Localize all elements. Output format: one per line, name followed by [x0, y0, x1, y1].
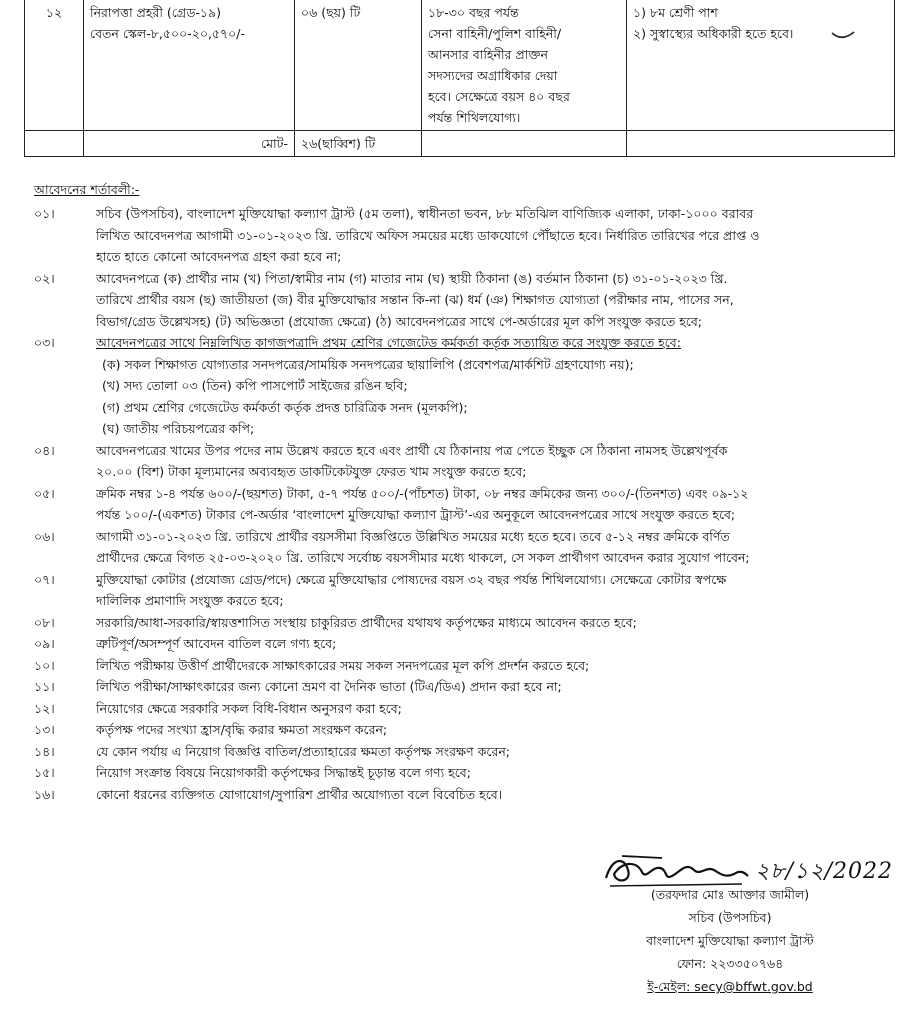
list-item — [34, 698, 864, 720]
age-line: হবে। সেক্ষেত্রে বয়স ৪০ বছর — [428, 89, 570, 104]
item-line: লিখিত পরীক্ষায় উত্তীর্ণ প্রার্থীদেরকে সাক্ষাৎকারের সময় সকল সনদপত্রের মূল কপি প্রদর্শন করতে হবে; — [96, 657, 590, 673]
item-number: ০৫। — [34, 485, 55, 501]
item-line: যে কোন পর্যায় এ নিয়োগ বিজ্ঞপ্তি বাতিল/প্রত্যাহারের ক্ষমতা কর্তৃপক্ষ সংরক্ষণ করেন; — [96, 743, 510, 759]
item-line: মুক্তিযোদ্ধা কোটার (প্রযোজ্য গ্রেড/পদে) ক্ষেত্রে মুক্তিযোদ্ধার পোষ্যদের বয়স ৩২ বছর পর্যন্ত শিথিলযোগ্য। সেক্ষেত্রে কোটার স্বপক্ষে — [96, 571, 727, 587]
list-item — [34, 676, 864, 698]
item-line: দালিলিক প্রমাণাদি সংযুক্ত করতে হবে; — [96, 593, 284, 608]
sub-item: (ক) সকল শিক্ষাগত যোগ্যতার সনদপত্রের/সাময়িক সনদপত্রের ছায়ালিপি (প্রবেশপত্র/মার্কশিট গ্রহণযোগ্য নয়); — [102, 356, 634, 372]
signature-date: ২৮/১২/2022 — [755, 859, 893, 884]
item-line: নিয়োগ সংক্রান্ত বিষয়ে নিয়োগকারী কর্তৃপক্ষের সিদ্ধান্তই চূড়ান্ত বলে গণ্য হবে; — [96, 765, 471, 780]
item-number: ০৭। — [34, 571, 55, 587]
item-number: ০৬। — [34, 528, 55, 544]
item-number: ০৪। — [34, 442, 55, 458]
signatory-name: (তরফদার মোঃ আক্তার জামীল) — [650, 887, 810, 902]
age-cell — [422, 0, 627, 131]
item-line: লিখিত পরীক্ষা/সাক্ষাৎকারের জন্য কোনো ভ্রমণ বা দৈনিক ভাতা (টিএ/ডিএ) প্রদান করা হবে না; — [96, 679, 562, 694]
item-number: ১০। — [34, 657, 55, 673]
item-line: কর্তৃপক্ষ পদের সংখ্যা হ্রাস/বৃদ্ধি করার ক্ষমতা সংরক্ষণ করেন; — [96, 722, 388, 737]
sub-item: (খ) সদ্য তোলা ০৩ (তিন) কপি পাসপোর্ট সাইজের রঙিন ছবি; — [102, 378, 408, 393]
empty-cell — [627, 131, 895, 157]
item-line: আবেদনপত্রের খামের উপর পদের নাম উল্লেখ করতে হবে এবং প্রার্থী যে ঠিকানায় পত্র পেতে ইচ্ছুক সে ঠিকানা নামসহ উল্লেখপূর্বক — [96, 442, 728, 458]
list-item — [34, 569, 864, 612]
empty-cell — [25, 131, 84, 157]
vacancy-table — [24, 0, 895, 157]
total-value: ২৬(ছাব্বিশ) টি — [295, 131, 422, 157]
list-item — [34, 612, 864, 634]
post-name: নিরাপত্তা প্রহরী (গ্রেড-১৯) — [90, 5, 222, 20]
item-line: আবেদনপত্রে (ক) প্রার্থীর নাম (খ) পিতা/স্বামীর নাম (গ) মাতার নাম (ঘ) স্থায়ী ঠিকানা (ঙ) বর্তমান ঠিকানা (চ) ৩১-০১-২০২৩ খ্রি. — [96, 270, 728, 286]
item-number: ১৬। — [34, 786, 55, 802]
list-item — [34, 332, 864, 440]
item-number: ০৯। — [34, 636, 55, 651]
list-item — [34, 483, 864, 526]
item-number: ০২। — [34, 270, 55, 286]
list-item — [34, 268, 864, 333]
item-line: তারিখে প্রার্থীর বয়স (ছ) জাতীয়তা (জ) বীর মুক্তিযোদ্ধার সন্তান কি-না (ঝ) ধর্ম (ঞ) শিক্ষাগত যোগ্যতা (পরীক্ষার নাম, পাসের সন, — [96, 292, 734, 307]
total-row — [25, 131, 895, 157]
age-line: সদস্যদের অগ্রাধিকার দেয়া — [428, 68, 558, 83]
age-line: সেনা বাহিনী/পুলিশ বাহিনী/ — [428, 26, 562, 41]
sub-item: (গ) প্রথম শ্রেণির গেজেটেড কর্মকর্তা কর্তৃক প্রদত্ত চারিত্রিক সনদ (মূলকপি); — [102, 399, 468, 415]
conditions-section — [34, 180, 864, 805]
post-cell — [84, 0, 295, 131]
signatory-email[interactable]: ই-মেইল: secy@bffwt.gov.bd — [647, 979, 813, 994]
scan-mark-icon — [830, 30, 856, 44]
list-item — [34, 633, 864, 655]
item-line: বিভাগ/গ্রেড উল্লেখসহ) (ট) অভিজ্ঞতা (প্রযোজ্য ক্ষেত্রে) (ঠ) আবেদনপত্রের সাথে পে-অর্ডারের মূল কপি সংযুক্ত করতে হবে; — [96, 313, 702, 329]
item-line: ত্রুটিপূর্ণ/অসম্পূর্ণ আবেদন বাতিল বলে গণ্য হবে; — [96, 636, 337, 651]
list-item — [34, 203, 864, 268]
item-number: ১২। — [34, 700, 55, 716]
list-item — [34, 655, 864, 677]
list-item — [34, 784, 864, 806]
qualification-line: ২) সুস্বাস্থ্যের অধিকারী হতে হবে। — [633, 26, 794, 41]
table-row — [25, 0, 895, 131]
list-item — [34, 526, 864, 569]
item-line: কোনো ধরনের ব্যক্তিগত যোগাযোগ/সুপারিশ প্রার্থীর অযোগ্যতা বলে বিবেচিত হবে। — [96, 786, 503, 802]
item-line: আগামী ৩১-০১-২০২৩ খ্রি. তারিখে প্রার্থীর বয়সসীমা বিজ্ঞপ্তিতে উল্লিখিত সময়ের মধ্যে হতে হবে। তবে ৫-১২ নম্বর ক্রমিকে বর্ণিত — [96, 528, 730, 544]
age-line: পর্যন্ত শিথিলযোগ্য। — [428, 110, 521, 125]
item-line: লিখিত আবেদনপত্র আগামী ৩১-০১-২০২৩ খ্রি. তারিখে অফিস সময়ের মধ্যে ডাকযোগে পৌঁছাতে হবে। নির্ধারিত তারিখের পরে প্রাপ্ত ও — [96, 227, 760, 243]
signatory-designation: সচিব (উপসচিব) — [688, 910, 772, 925]
empty-cell — [422, 131, 627, 157]
qualification-line: ১) ৮ম শ্রেণী পাশ — [633, 5, 718, 20]
conditions-title: আবেদনের শর্তাবলী:- — [34, 182, 140, 197]
age-line: ১৮-৩০ বছর পর্যন্ত — [428, 5, 519, 20]
item-number: ০৮। — [34, 614, 55, 630]
vacancy-table-fragment — [24, 0, 877, 157]
age-line: আনসার বাহিনীর প্রাক্তন — [428, 47, 548, 62]
item-line: ২০.০০ (বিশ) টাকা মূল্যমানের অব্যবহৃত ডাকটিকেটযুক্ত ফেরত খাম সংযুক্ত করতে হবে; — [96, 464, 527, 479]
count-cell: ০৬ (ছয়) টি — [295, 0, 422, 131]
total-label: মোট- — [84, 131, 295, 157]
signatory-organization: বাংলাদেশ মুক্তিযোদ্ধা কল্যাণ ট্রাস্ট — [646, 933, 814, 948]
list-item — [34, 440, 864, 483]
item-line: ক্রমিক নম্বর ১-৪ পর্যন্ত ৬০০/-(ছয়শত) টাকা, ৫-৭ পর্যন্ত ৫০০/-(পাঁচশত) টাকা, ০৮ নম্বর ক্রমিকের জন্য ৩০০/-(তিনশত) এবং ০৯-১২ — [96, 485, 749, 501]
pay-scale: বেতন স্কেল-৮,৫০০-২০,৫৭০/- — [90, 26, 246, 41]
item-number: ০১। — [34, 206, 55, 221]
item-number: ১৩। — [34, 722, 55, 737]
list-item — [34, 719, 864, 741]
serial-cell: ১২ — [25, 0, 84, 131]
item-line: সরকারি/আধা-সরকারি/স্বায়ত্তশাসিত সংস্থায় চাকুরিরত প্রার্থীদের যথাযথ কর্তৃপক্ষের মাধ্যমে আবেদন করতে হবে; — [96, 614, 637, 630]
item-line: প্রার্থীদের ক্ষেত্রে বিগত ২৫-০৩-২০২০ খ্রি. তারিখে সর্বোচ্চ বয়সসীমার মধ্যে থাকলে, সে সকল প্রার্থীগণ আবেদন করার সুযোগ পাবেন; — [96, 550, 750, 565]
qualification-cell — [627, 0, 895, 131]
item-number: ১১। — [34, 679, 55, 694]
list-item — [34, 741, 864, 763]
list-item — [34, 762, 864, 784]
signatory-phone: ফোন: ২২৩৩৫০৭৬৪ — [676, 956, 784, 971]
item-number: ১৫। — [34, 765, 55, 780]
item-line: নিয়োগের ক্ষেত্রে সরকারি সকল বিধি-বিধান অনুসরণ করা হবে; — [96, 700, 402, 716]
sub-item: (ঘ) জাতীয় পরিচয়পত্রের কপি; — [102, 421, 255, 436]
signature-block — [560, 848, 893, 1008]
item-number: ১৪। — [34, 743, 55, 759]
item-heading: আবেদনপত্রের সাথে নিম্নলিখিত কাগজপত্রাদি প্রথম শ্রেণির গেজেটেড কর্মকর্তা কর্তৃক সত্যায়িত করে সংযুক্ত করতে হবে: — [96, 335, 681, 350]
item-line: সচিব (উপসচিব), বাংলাদেশ মুক্তিযোদ্ধা কল্যাণ ট্রাস্ট (৫ম তলা), স্বাধীনতা ভবন, ৮৮ মতিঝিল বাণিজ্যিক এলাকা, ঢাকা-১০০০ বরাবর — [96, 206, 754, 221]
item-line: পর্যন্ত ১০০/-(একশত) টাকার পে-অর্ডার ‘বাংলাদেশ মুক্তিযোদ্ধা কল্যাণ ট্রাস্ট’-এর অনুকূলে আবেদনপত্রের সাথে সংযুক্ত করতে হবে; — [96, 507, 736, 522]
item-number: ০৩। — [34, 335, 55, 350]
item-line: হাতে হাতে কোনো আবেদনপত্র গ্রহণ করা হবে না; — [96, 249, 342, 264]
